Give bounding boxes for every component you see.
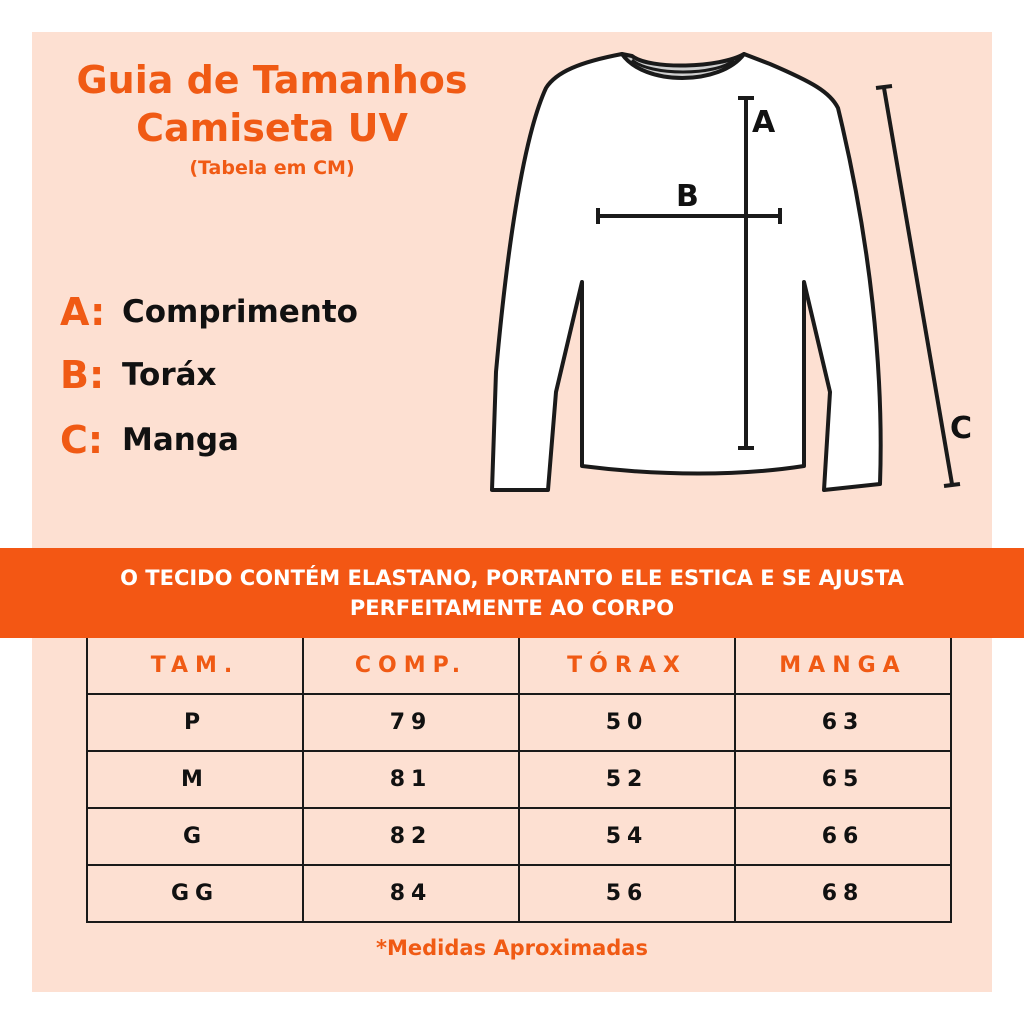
table-row (88, 809, 950, 866)
cell-chest: 54 (520, 809, 736, 864)
cell-length: 81 (304, 752, 520, 807)
sleeve-measure-line (884, 88, 952, 484)
product-title: Camiseta UV (136, 106, 408, 150)
cell-chest: 52 (520, 752, 736, 807)
cell-length: 82 (304, 809, 520, 864)
table-row (88, 695, 950, 752)
cell-length: 84 (304, 866, 520, 921)
size-table (86, 638, 952, 923)
approximate-measures-note: *Medidas Aproximadas (376, 936, 648, 960)
cell-chest: 50 (520, 695, 736, 750)
header-sleeve: MANGA (779, 653, 907, 678)
legend-label: Comprimento (122, 294, 358, 330)
unit-subtitle: (Tabela em CM) (189, 157, 355, 179)
header-length: COMP. (304, 638, 520, 693)
measure-label-b: B (676, 179, 699, 214)
measure-label-a: A (752, 105, 776, 140)
long-sleeve-shirt-icon (492, 54, 881, 490)
table-row (88, 866, 950, 921)
cell-sleeve: 63 (821, 710, 865, 735)
cell-chest: 56 (520, 866, 736, 921)
cell-size: GG (88, 866, 304, 921)
banner-line-1: O TECIDO CONTÉM ELASTANO, PORTANTO ELE ESTICA E SE AJUSTA (120, 566, 904, 590)
legend-key: C: (60, 418, 104, 462)
cell-size: P (88, 695, 304, 750)
legend-key: A: (60, 290, 106, 334)
legend-label: Toráx (122, 357, 217, 393)
page-title: Guia de Tamanhos (76, 58, 468, 102)
cell-sleeve: 65 (821, 767, 865, 792)
header-chest: TÓRAX (520, 638, 736, 693)
cell-length: 79 (304, 695, 520, 750)
header-size: TAM. (88, 638, 304, 693)
measure-label-c: C (950, 411, 973, 446)
table-row (88, 752, 950, 809)
fabric-notice-banner (0, 548, 1024, 638)
banner-line-2: PERFEITAMENTE AO CORPO (349, 596, 675, 620)
cell-size: M (88, 752, 304, 807)
cell-size: G (88, 809, 304, 864)
legend-label: Manga (122, 422, 239, 458)
table-header-row (88, 638, 950, 695)
cell-sleeve: 66 (821, 824, 865, 849)
cell-sleeve: 68 (821, 881, 865, 906)
legend-key: B: (60, 353, 105, 397)
